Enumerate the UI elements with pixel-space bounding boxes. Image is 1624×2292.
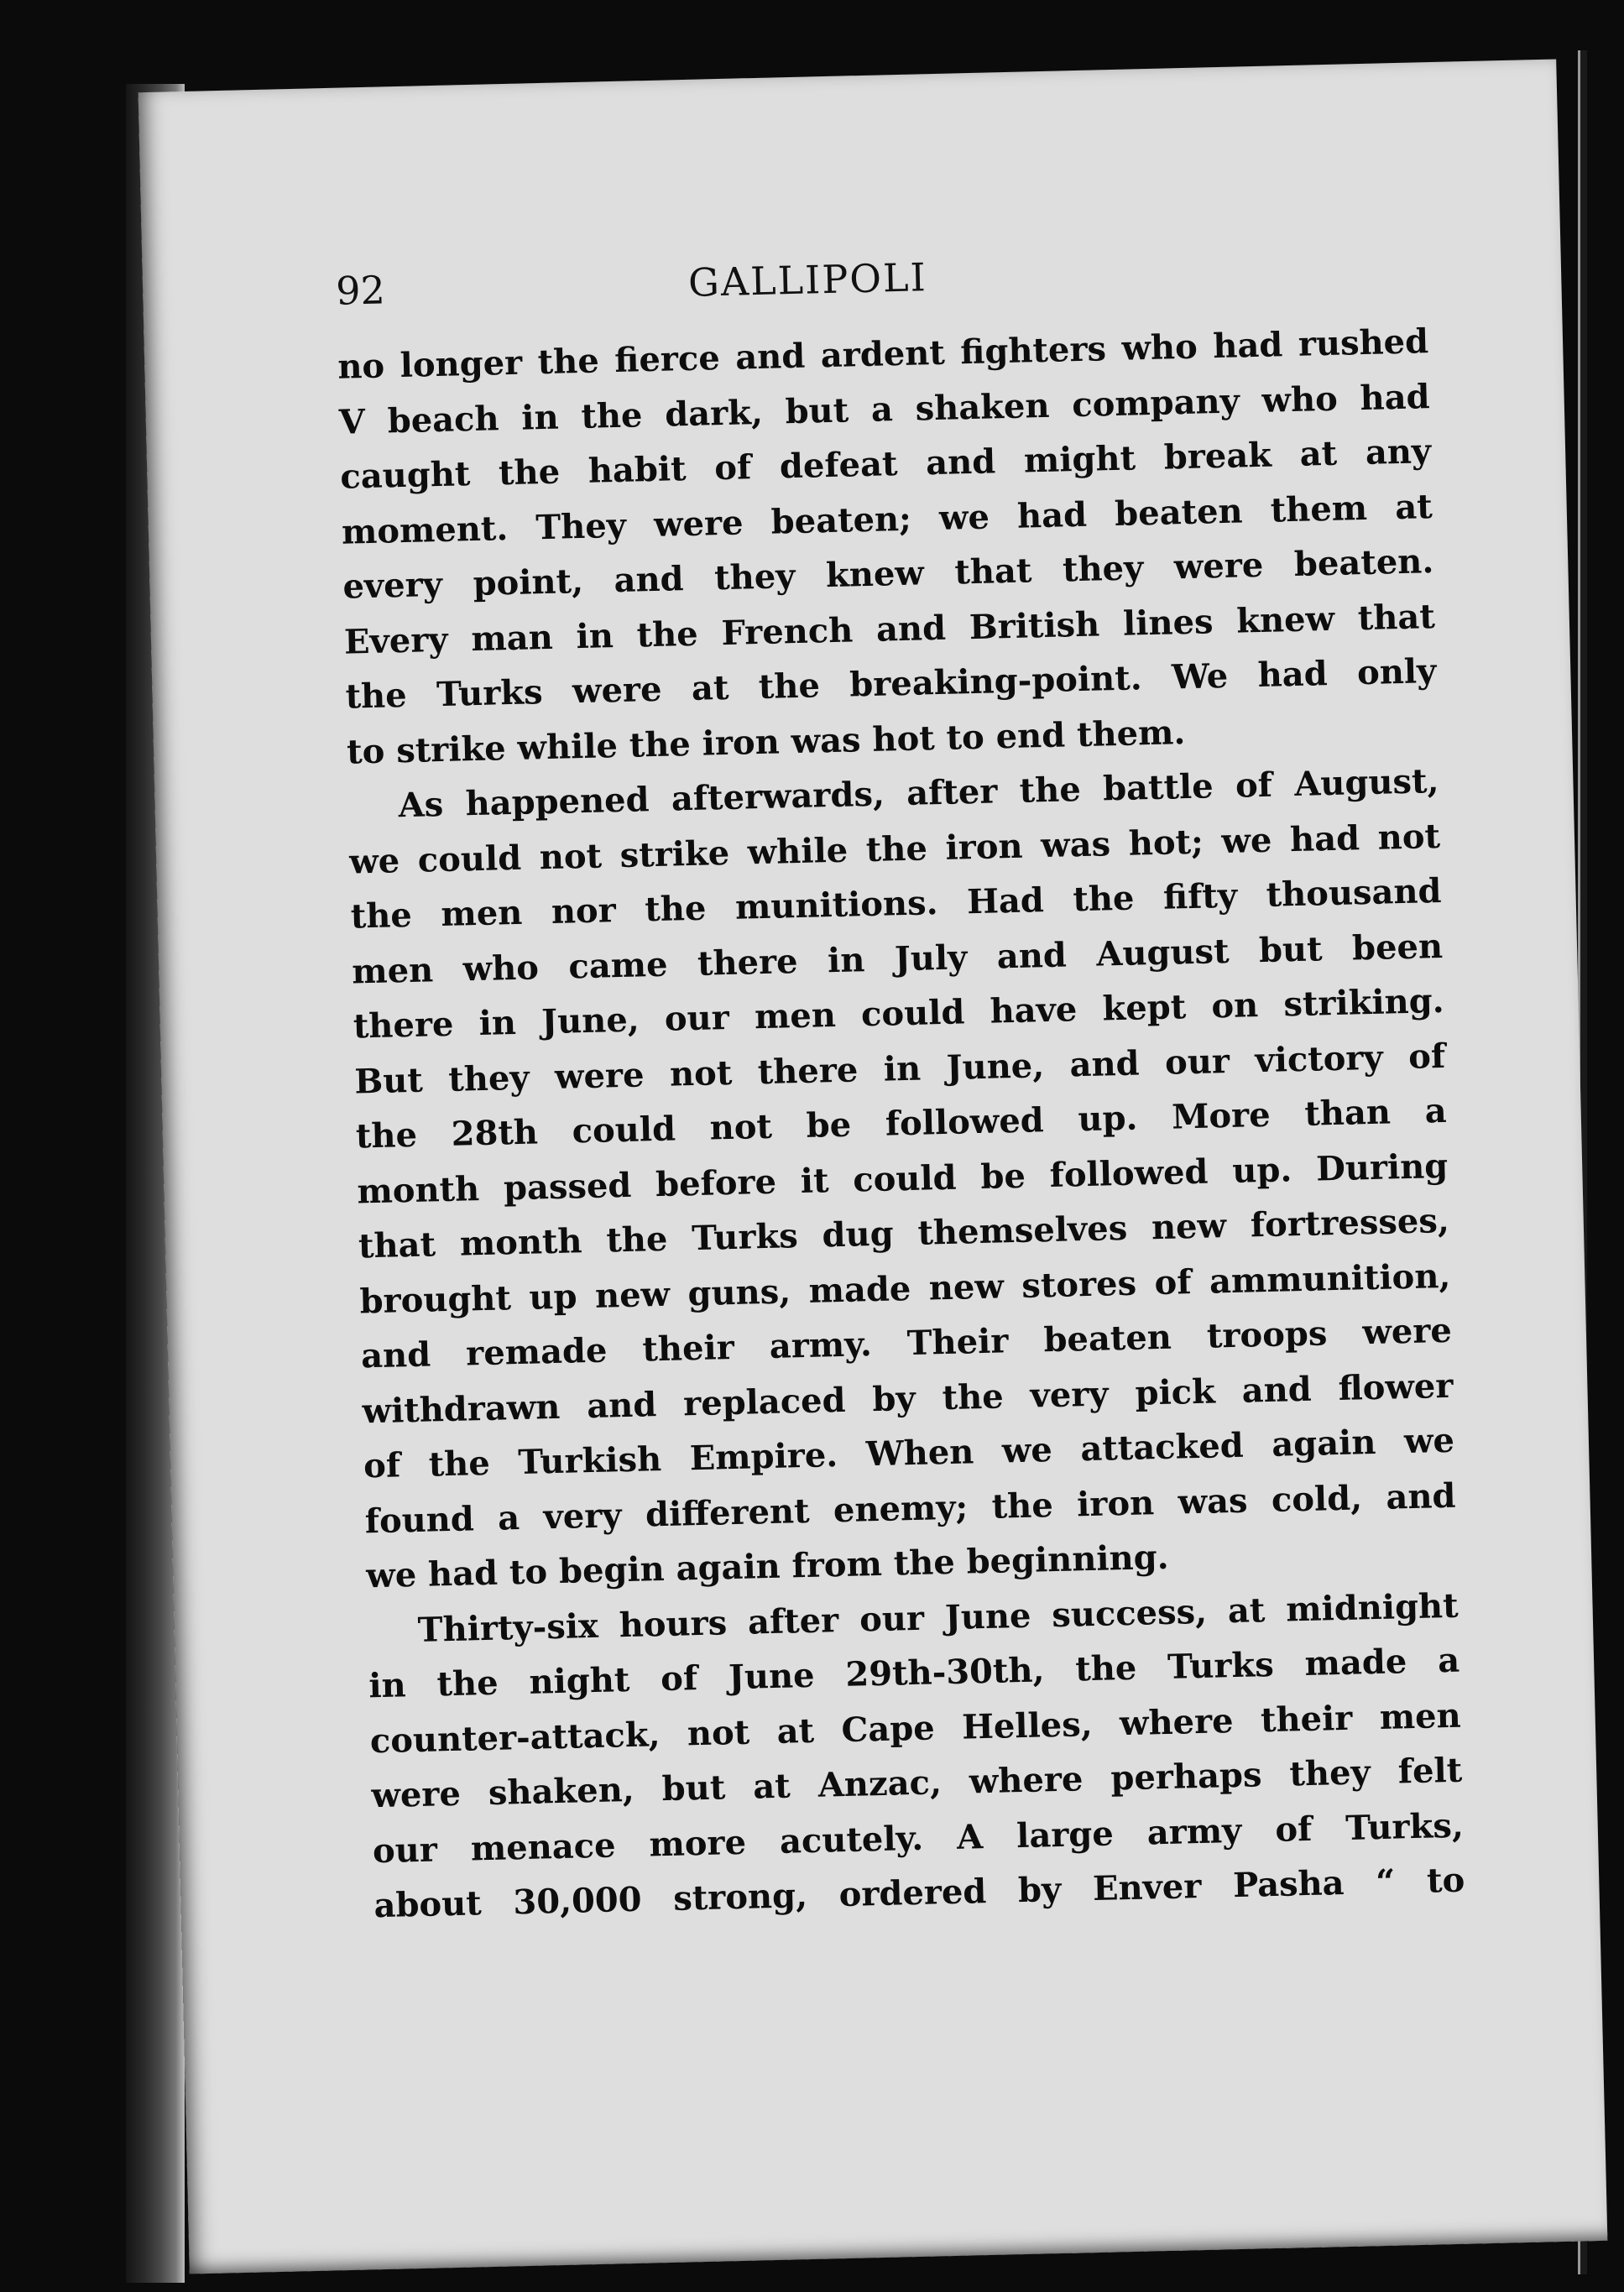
body-text: [337, 314, 1465, 1934]
text-line: Thirty-six hours after our June success, at midnight: [417, 1585, 1460, 1650]
text-line: withdrawn and replaced by the very pick and flower: [362, 1365, 1454, 1431]
text-line: there in June, our men could have kept on striking.: [352, 980, 1445, 1047]
text-line: our menace more acutely. A large army of Turks,: [372, 1805, 1465, 1871]
text-line: the Turks were at the breaking-point. We had only: [345, 651, 1437, 717]
text-line: every point, and they knew that they were beaten.: [342, 541, 1434, 607]
text-line: of the Turkish Empire. When we attacked again we: [363, 1420, 1455, 1486]
paragraph-3: [367, 1578, 1465, 1934]
text-line: V beach in the dark, but a shaken company who had: [338, 376, 1431, 442]
text-line: month passed before it could be followed up. During: [356, 1146, 1449, 1211]
text-line: caught the habit of defeat and might break at any: [339, 431, 1432, 497]
text-line: in the night of June 29th-30th, the Turks made a: [368, 1640, 1460, 1706]
paragraph-2: [347, 754, 1458, 1604]
text-line: about 30,000 strong, ordered by Enver Pasha “ to: [373, 1860, 1465, 1926]
text-line: the men nor the munitions. Had the fifty thousand: [350, 870, 1443, 937]
text-line: were shaken, but at Anzac, where perhaps they felt: [370, 1750, 1463, 1816]
running-title: GALLIPOLI: [687, 254, 928, 305]
text-line: we could not strike while the iron was hot; we had not: [348, 816, 1441, 882]
text-line: As happened afterwards, after the battle of August,: [398, 760, 1439, 826]
text-line: men who came there in July and August but been: [351, 926, 1444, 992]
text-line: we had to begin again from the beginning.: [365, 1537, 1170, 1596]
running-head: [336, 243, 1419, 326]
text-line: to strike while the iron was hot to end them.: [346, 712, 1186, 772]
page-number: 92: [335, 267, 386, 314]
text-line: the 28th could not be followed up. More than a: [355, 1090, 1448, 1156]
text-line: and remade their army. Their beaten troops were: [360, 1310, 1453, 1376]
text-line: that month the Turks dug themselves new fortresses,: [358, 1200, 1450, 1266]
text-line: moment. They were beaten; we had beaten them at: [341, 486, 1433, 552]
paragraph-1: [337, 314, 1439, 779]
text-line: counter-attack, not at Cape Helles, where their men: [369, 1695, 1462, 1761]
text-line: brought up new guns, made new stores of ammunition,: [359, 1256, 1451, 1321]
text-line: But they were not there in June, and our victory of: [353, 1036, 1446, 1102]
text-line: no longer the fierce and ardent fighters who had rushed: [337, 321, 1429, 387]
text-line: Every man in the French and British lines knew that: [343, 596, 1436, 662]
book-page: [138, 59, 1608, 2274]
text-line: found a very different enemy; the iron was cold, and: [364, 1475, 1456, 1541]
